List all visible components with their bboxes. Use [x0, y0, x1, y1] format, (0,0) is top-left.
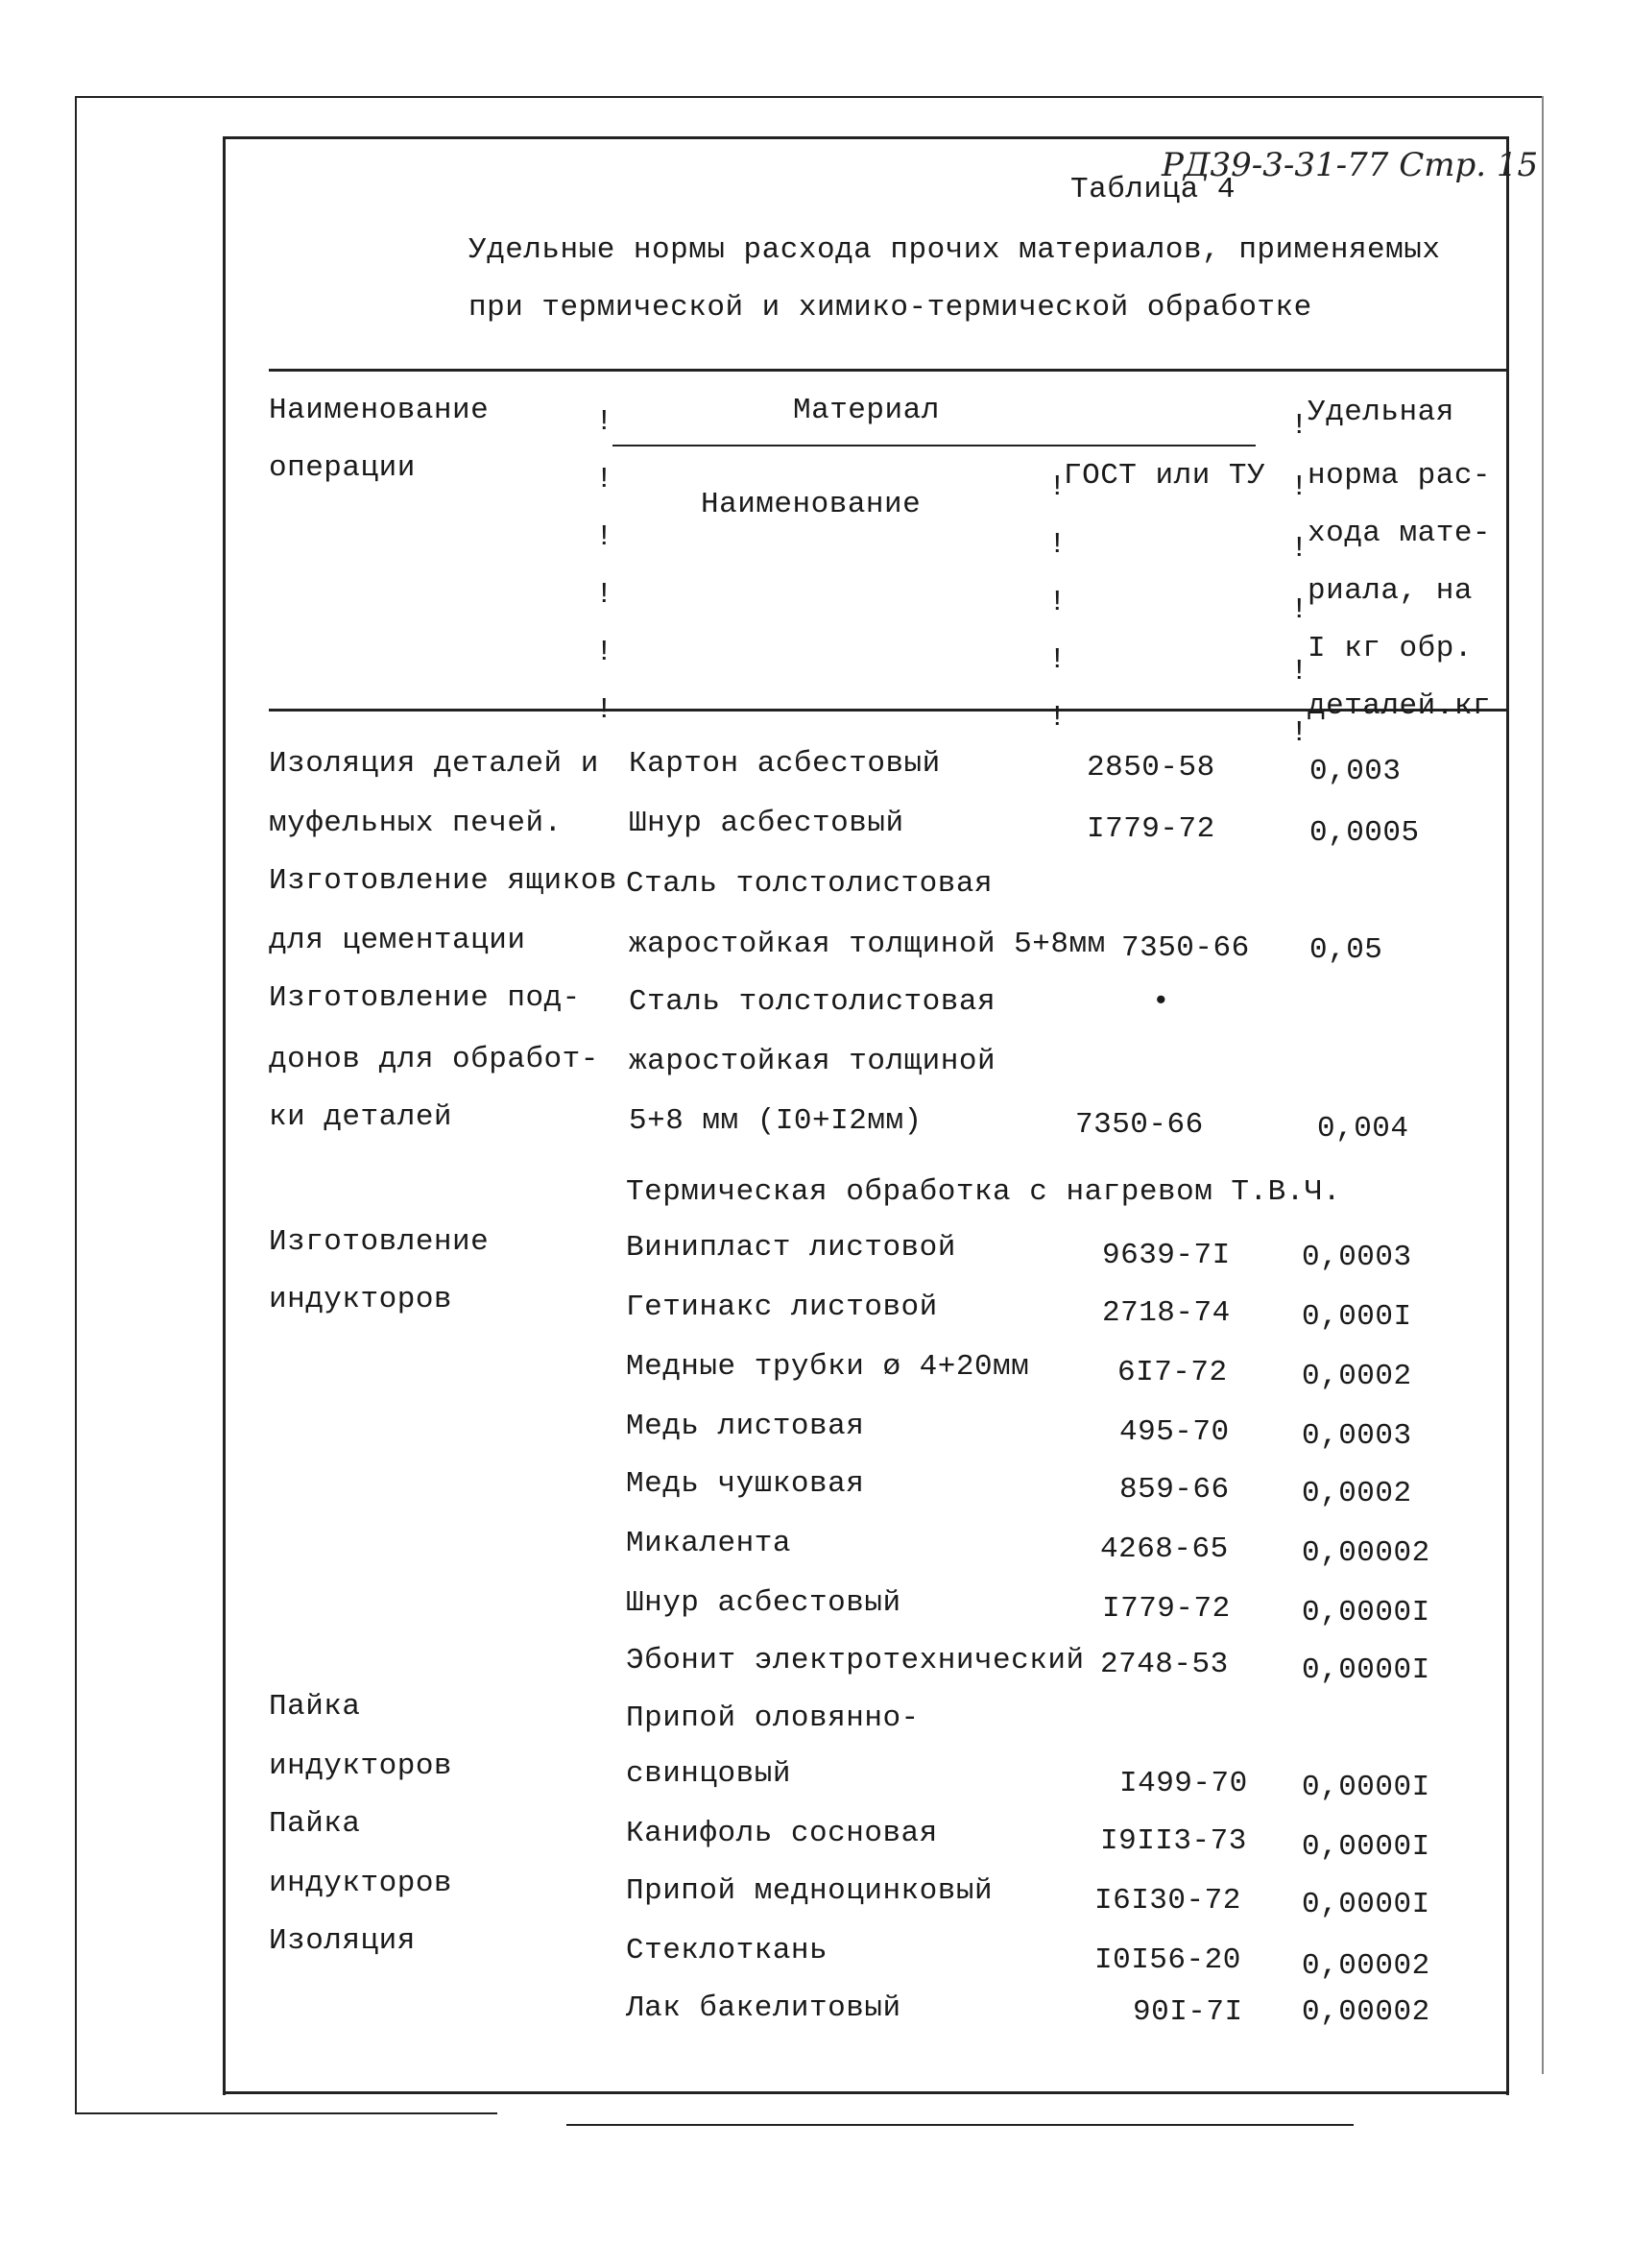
row2-0-op: Изготовление	[269, 1225, 490, 1259]
row-0-material: Картон асбестовый	[629, 747, 941, 781]
row-6-material: 5+8 мм (I0+I2мм)	[629, 1104, 923, 1138]
row2-11-gost: I6I30-72	[1094, 1884, 1241, 1918]
row2-1-material: Гетинакс листовой	[626, 1291, 938, 1324]
row-1-material: Шнур асбестовый	[629, 807, 904, 840]
outer-frame-left	[75, 96, 77, 2112]
row2-13-norm: 0,00002	[1302, 1995, 1430, 2029]
row2-2-norm: 0,0002	[1302, 1360, 1412, 1393]
row2-9-norm: 0,0000I	[1302, 1771, 1430, 1804]
col-norm-l1: Удельная	[1308, 396, 1454, 429]
row-0-op: Изоляция деталей и	[269, 747, 599, 781]
row-3-op: для цементации	[269, 924, 526, 957]
inner-frame-top	[223, 136, 1509, 139]
table-title-line1: Удельные нормы расхода прочих материалов, применяемых	[468, 233, 1441, 267]
col-operation-l2: операции	[269, 451, 416, 485]
col-norm-l5: I кг обр.	[1308, 632, 1473, 665]
row2-6-gost: I779-72	[1102, 1592, 1231, 1626]
row-4-op: Изготовление под-	[269, 981, 581, 1015]
row2-13-material: Лак бакелитовый	[626, 1991, 901, 2025]
row2-12-op: Изоляция	[269, 1924, 416, 1958]
row2-2-gost: 6I7-72	[1117, 1356, 1228, 1389]
row2-7-material: Эбонит электротехнический	[626, 1644, 1085, 1677]
col-separator: ! ! ! ! ! !	[595, 405, 614, 727]
inner-frame-bottom	[223, 2091, 1509, 2094]
row-1-norm: 0,0005	[1309, 816, 1420, 850]
row2-8-material: Припой оловянно-	[626, 1701, 920, 1735]
row2-9-material: свинцовый	[626, 1757, 791, 1791]
row2-0-gost: 9639-7I	[1102, 1239, 1231, 1272]
row2-5-gost: 4268-65	[1100, 1532, 1229, 1566]
row-6-op: ки деталей	[269, 1100, 453, 1134]
row2-3-material: Медь листовая	[626, 1410, 865, 1443]
row-3-norm: 0,05	[1309, 933, 1383, 967]
row2-4-material: Медь чушковая	[626, 1467, 865, 1501]
inner-frame-left	[223, 136, 226, 2095]
row2-12-norm: 0,00002	[1302, 1949, 1430, 1983]
row-3-material: жаростойкая толщиной 5+8мм	[629, 928, 1106, 961]
row-2-op: Изготовление ящиков	[269, 864, 617, 898]
outer-frame-bottom-b	[566, 2124, 1354, 2126]
row2-3-norm: 0,0003	[1302, 1419, 1412, 1453]
header-rule-top	[269, 369, 1509, 372]
material-group-rule	[612, 445, 1256, 446]
row2-1-op: индукторов	[269, 1283, 453, 1316]
outer-frame-right	[1542, 96, 1544, 2074]
row2-1-gost: 2718-74	[1102, 1296, 1231, 1330]
row2-11-material: Припой медноцинковый	[626, 1874, 994, 1908]
row-1-op: муфельных печей.	[269, 807, 563, 840]
col-gost: ГОСТ или ТУ	[1064, 459, 1266, 493]
row2-3-gost: 495-70	[1119, 1415, 1230, 1449]
col-operation-l1: Наименование	[269, 394, 490, 427]
row2-10-gost: I9II3-73	[1100, 1824, 1247, 1858]
row-1-gost: I779-72	[1087, 812, 1215, 846]
row2-7-gost: 2748-53	[1100, 1648, 1229, 1681]
row2-0-norm: 0,0003	[1302, 1241, 1412, 1274]
table-title-line2: при термической и химико-термической обработке	[468, 291, 1312, 325]
row2-10-norm: 0,0000I	[1302, 1830, 1430, 1864]
col-norm-separator: ! ! ! ! ! !	[1290, 409, 1309, 750]
col-norm-l2: норма рас-	[1308, 459, 1492, 493]
row2-1-norm: 0,000I	[1302, 1300, 1412, 1334]
col-norm-l6: деталей.кг	[1308, 689, 1492, 723]
row-6-norm: 0,004	[1317, 1112, 1409, 1146]
row2-9-op: индукторов	[269, 1749, 453, 1783]
row-5-material: жаростойкая толщиной	[629, 1045, 996, 1078]
row2-0-material: Винипласт листовой	[626, 1231, 956, 1265]
col-norm-l3: хода мате-	[1308, 517, 1492, 550]
col-material-group: Материал	[793, 394, 940, 427]
table-label: Таблица 4	[1070, 173, 1236, 206]
row-0-norm: 0,003	[1309, 755, 1402, 788]
row2-12-material: Стеклоткань	[626, 1934, 828, 1967]
row-5-op: донов для обработ-	[269, 1043, 599, 1076]
row2-7-norm: 0,0000I	[1302, 1653, 1430, 1687]
inner-frame-right	[1506, 136, 1509, 2095]
row2-6-norm: 0,0000I	[1302, 1596, 1430, 1629]
row2-10-material: Канифоль сосновая	[626, 1817, 938, 1850]
row2-11-op: индукторов	[269, 1867, 453, 1900]
outer-frame-top	[75, 96, 1544, 98]
row2-5-material: Микалента	[626, 1527, 791, 1560]
row-0-gost: 2850-58	[1087, 751, 1215, 784]
row2-9-gost: I499-70	[1119, 1767, 1248, 1800]
row-4-gost: •	[1152, 985, 1171, 1019]
row-4-material: Сталь толстолистовая	[629, 985, 996, 1019]
row2-8-op: Пайка	[269, 1690, 361, 1724]
row2-2-material: Медные трубки ø 4+20мм	[626, 1350, 1030, 1384]
row2-6-material: Шнур асбестовый	[626, 1586, 901, 1620]
outer-frame-bottom-a	[75, 2112, 497, 2114]
row2-11-norm: 0,0000I	[1302, 1888, 1430, 1921]
col-gost-separator: ! ! ! ! !	[1048, 470, 1068, 735]
col-norm-l4: риала, на	[1308, 574, 1473, 608]
row2-13-gost: 90I-7I	[1133, 1995, 1243, 2029]
row-3-gost: 7350-66	[1121, 931, 1250, 965]
col-material-name: Наименование	[701, 488, 922, 521]
row2-4-gost: 859-66	[1119, 1473, 1230, 1507]
row2-4-norm: 0,0002	[1302, 1477, 1412, 1510]
row2-10-op: Пайка	[269, 1807, 361, 1841]
row-6-gost: 7350-66	[1075, 1108, 1204, 1142]
row2-12-gost: I0I56-20	[1094, 1943, 1241, 1977]
row-2-material: Сталь толстолистовая	[626, 867, 994, 901]
doc-code: РД39-3-31-77 Стр. 15	[1162, 146, 1539, 184]
section-title: Термическая обработка с нагревом Т.В.Ч.	[626, 1175, 1342, 1209]
row2-5-norm: 0,00002	[1302, 1536, 1430, 1570]
